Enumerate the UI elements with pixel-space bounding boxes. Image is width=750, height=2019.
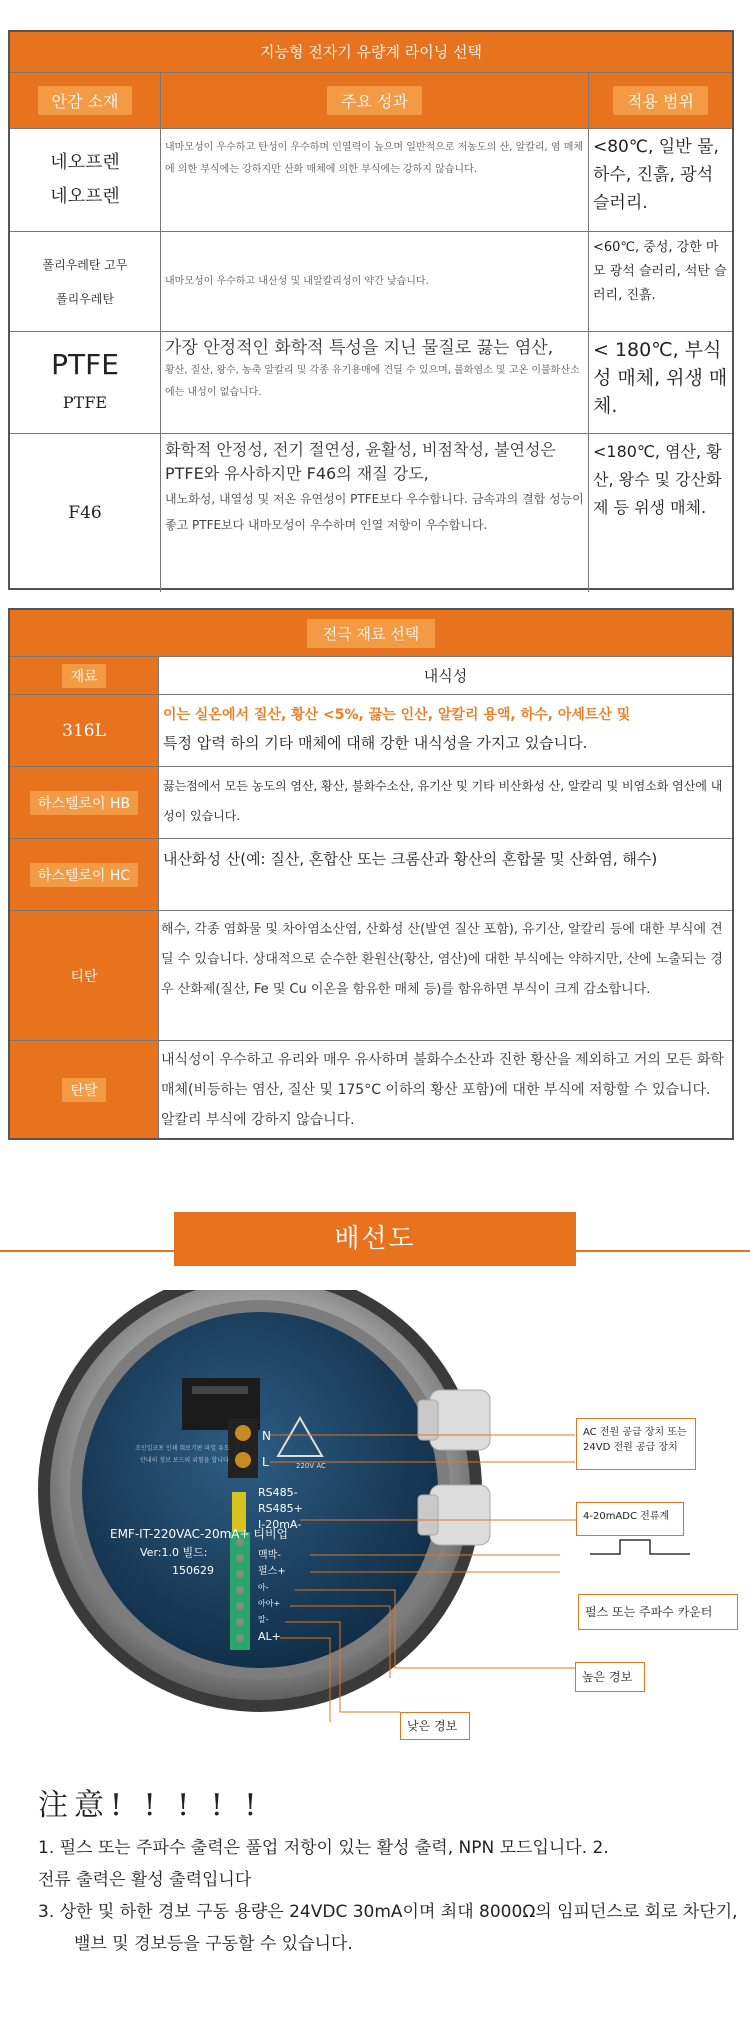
material-name: 탄탈 <box>62 1078 105 1102</box>
table-row <box>10 433 732 592</box>
terminal-label: RS485+ <box>258 1502 303 1515</box>
header-range: 적용 범위 <box>613 86 708 115</box>
material-desc: 내노화성, 내열성 및 저온 유연성이 PTFE보다 우수합니다. 금속과의 결합 성능이 좋고 PTFE보다 내마모성이 우수하며 인열 저항이 우수합니다. <box>165 492 584 532</box>
callout-high-alarm: 높은 경보 <box>575 1662 645 1692</box>
material-desc: 내마모성이 우수하고 내산성 및 내알칼리성이 약간 낮습니다. <box>160 232 588 331</box>
note-line: 3. 상한 및 하한 경보 구동 용량은 24VDC 30mA이며 최대 8000Ω의 임피던스로 회로 차단기, <box>38 1902 738 1922</box>
material-range: < 180℃, 부식성 매체, 위생 매체. <box>588 332 732 433</box>
material-name: 네오프렌 <box>50 152 120 173</box>
pulse-waveform-icon <box>590 1540 690 1554</box>
note-line: 전류 출력은 활성 출력입니다 <box>38 1870 252 1890</box>
table-row <box>10 910 732 1040</box>
notes-heading: 注意! ! ! ! ! <box>38 1788 263 1823</box>
terminal-N: N <box>262 1429 271 1443</box>
terminal-label: 아아+ <box>258 1599 281 1608</box>
electrode-table <box>8 608 734 1140</box>
lining-header-row <box>10 72 732 128</box>
material-desc: 끓는점에서 모든 농도의 염산, 황산, 불화수소산, 유기산 및 기타 비산화성 산, 알칼리 및 비염소화 염산에 내성이 있습니다. <box>158 767 732 838</box>
material-range: <180℃, 염산, 황산, 왕수 및 강산화제 등 위생 매체. <box>588 434 732 592</box>
terminal-label: 맥박- <box>258 1550 281 1561</box>
callout-current: 4-20mADC 전류계 <box>576 1502 684 1536</box>
header-material: 재료 <box>62 664 105 688</box>
material-name: 하스텔로이 HC <box>30 863 138 887</box>
svg-text:220V AC: 220V AC <box>296 1462 326 1470</box>
terminal-L: L <box>262 1455 269 1469</box>
material-name-sub: PTFE <box>62 392 108 412</box>
callout-pulse: 펄스 또는 주파수 카운터 <box>578 1594 738 1630</box>
electrode-header-row <box>10 656 732 694</box>
table-row <box>10 694 732 766</box>
wiring-section-title: 배선도 <box>174 1212 576 1266</box>
material-desc: 황산, 질산, 왕수, 농축 알칼리 및 각종 유기용매에 견딜 수 있으며, 불화염소 및 고온 이불화산소에는 내성이 없습니다. <box>165 365 580 398</box>
electrode-table-title: 전극 재료 선택 <box>307 619 435 648</box>
table-row <box>10 766 732 838</box>
header-corrosion: 내식성 <box>158 657 732 694</box>
header-material: 안감 소재 <box>38 86 133 115</box>
material-desc: 해수, 각종 염화물 및 차아염소산염, 산화성 산(발연 질산 포함), 유기산, 알칼리 등에 대한 부식에 견딜 수 있습니다. 상대적으로 순수한 환원산(황산, 염산)에 대한 부식에는 약하지만, 산에 노출되는 경우 산화제(질산, Fe 및 Cu 이온을 함유한 매체 등)를 함유하면 부식이 크게 감소합니다. <box>158 911 732 1040</box>
material-range: <80℃, 일반 물, 하수, 진흙, 광석 슬러리. <box>588 129 732 231</box>
terminal-label: 아- <box>258 1583 269 1592</box>
material-desc: 내산화성 산(예: 질산, 혼합산 또는 크롬산과 황산의 혼합물 및 산화염, 해수) <box>158 839 732 910</box>
material-desc: 내식성이 우수하고 유리와 매우 유사하며 불화수소산과 진한 황산을 제외하고 거의 모든 화학 매체(비등하는 염산, 질산 및 175°C 이하의 황산 포함)에 대한 부식에 저항할 수 있습니다. 알칼리 부식에 강하지 않습니다. <box>158 1041 732 1138</box>
board-version: Ver:1.0 빌드: <box>140 1546 208 1559</box>
svg-text:안내의 정보 보드의 위험을 합니다: 안내의 정보 보드의 위험을 합니다 <box>140 1457 229 1464</box>
wiring-photo <box>0 1290 750 1740</box>
material-name: PTFE <box>51 347 119 381</box>
material-name: F46 <box>68 503 102 523</box>
lining-table-title: 지능형 전자기 유량계 라이닝 선택 <box>10 32 732 72</box>
material-name: 하스텔로이 HB <box>30 791 138 815</box>
table-row <box>10 1040 732 1138</box>
table-row <box>10 331 732 433</box>
header-performance: 주요 성과 <box>327 86 422 115</box>
board-build: 150629 <box>172 1564 214 1577</box>
lining-table <box>8 30 734 590</box>
terminal-label: AL+ <box>258 1630 281 1643</box>
material-desc: 내마모성이 우수하고 탄성이 우수하며 인열력이 높으며 일반적으로 저농도의 산, 알칼리, 염 매체에 의한 부식에는 강하지만 산화 매체에 의한 부식에는 강하지 않습니다. <box>160 129 588 231</box>
callout-low-alarm: 낮은 경보 <box>400 1712 470 1740</box>
table-row <box>10 128 732 231</box>
material-name-sub: 폴리우레탄 <box>56 291 114 306</box>
material-desc-highlight: 이는 실온에서 질산, 황산 <5%, 끓는 인산, 알칼리 용액, 하수, 아세트산 및 <box>163 707 631 723</box>
table-row <box>10 838 732 910</box>
notes-section <box>38 1780 738 1960</box>
material-desc: 특정 압력 하의 기타 매체에 대해 강한 내식성을 가지고 있습니다. <box>163 734 588 752</box>
note-line: 1. 펄스 또는 주파수 출력은 풀업 저항이 있는 활성 출력, NPN 모드입니다. 2. <box>38 1838 609 1858</box>
material-name: 폴리우레탄 고무 <box>42 257 128 272</box>
terminal-label: 펄스+ <box>258 1566 286 1577</box>
callout-power: AC 전원 공급 장치 또는 24VD 전원 공급 장치 <box>576 1418 696 1470</box>
material-name-sub: 네오프렌 <box>50 186 120 207</box>
material-desc-lead: 화학적 안정성, 전기 절연성, 윤활성, 비점착성, 불연성은 PTFE와 유사하지만 F46의 재질 강도, <box>165 440 556 483</box>
table-row <box>10 231 732 331</box>
terminal-label: RS485- <box>258 1486 298 1499</box>
material-name: 316L <box>62 720 106 741</box>
terminal-label: I-20mA- <box>258 1518 302 1531</box>
board-model: EMF-IT-220VAC-20mA+ 티비업 <box>110 1527 289 1541</box>
svg-text:조인일코포 인쇄 회로기판 파일 유도: 조인일코포 인쇄 회로기판 파일 유도 <box>135 1445 230 1452</box>
terminal-label: 알- <box>258 1615 269 1624</box>
material-name: 티탄 <box>70 968 98 985</box>
note-line: 밸브 및 경보등을 구동할 수 있습니다. <box>74 1934 353 1954</box>
material-range: <60℃, 중성, 강한 마모 광석 슬러리, 석탄 슬러리, 진흙. <box>588 232 732 331</box>
material-desc-lead: 가장 안정적인 화학적 특성을 지닌 물질로 끓는 염산, <box>165 338 554 358</box>
